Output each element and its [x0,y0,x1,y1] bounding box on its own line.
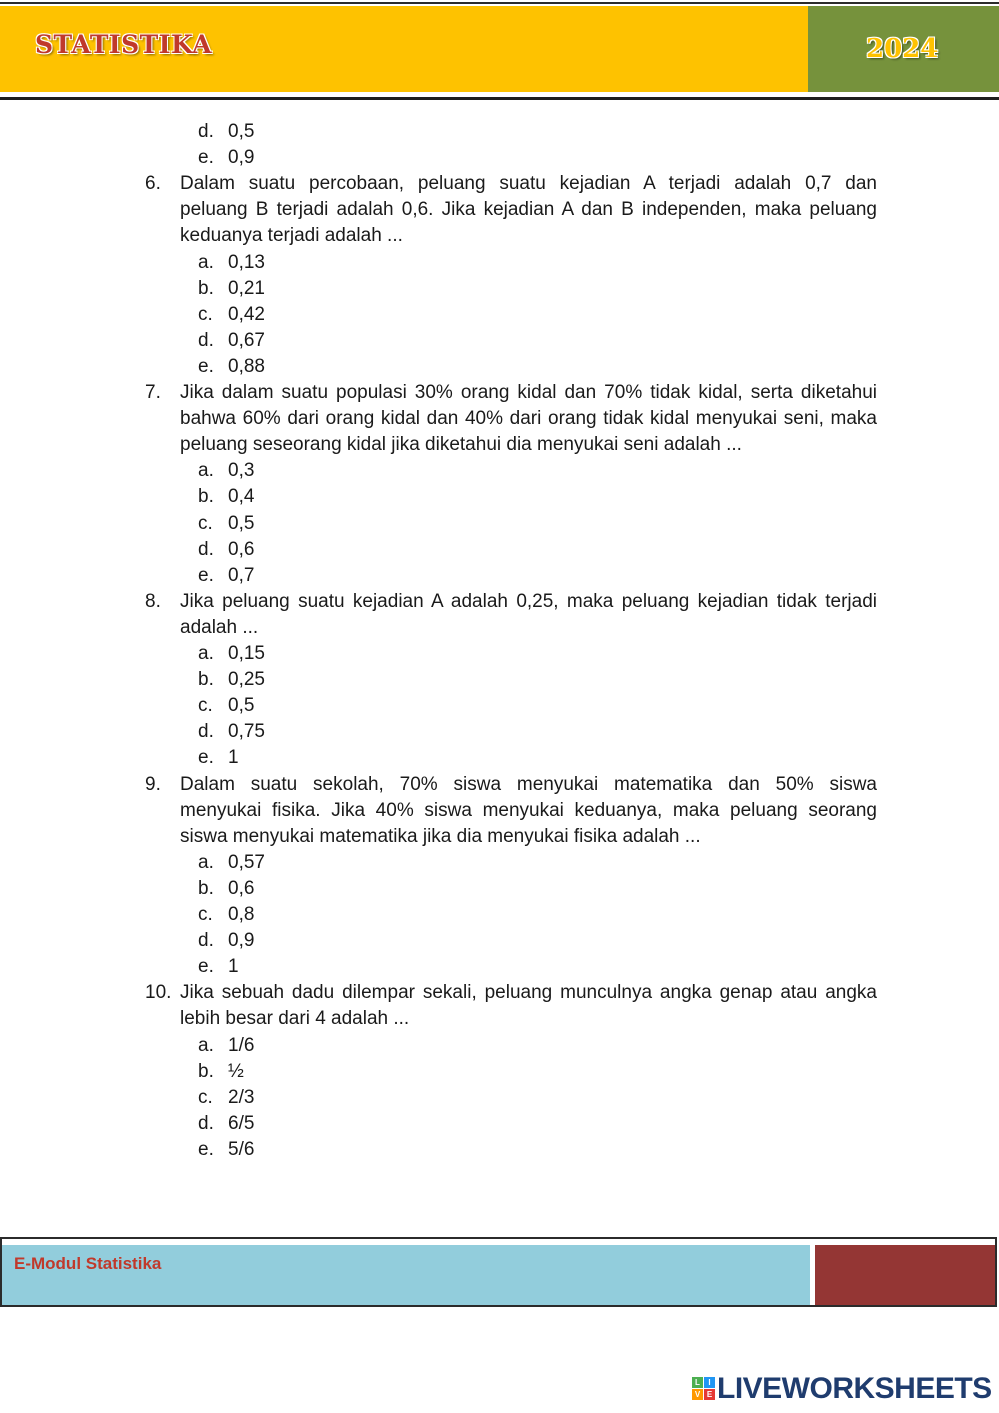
option-value: 1 [228,956,239,978]
option-letter: e. [198,564,214,586]
option-letter: c. [198,904,213,925]
option-value: 0,5 [228,695,255,717]
footer-red-band [815,1245,997,1305]
option-letter: d. [198,930,214,952]
option-letter: e. [198,355,214,377]
option-value: 0,88 [228,355,265,377]
question-text-line: peluang seseorang kidal jika diketahui dia menyukai seni adalah ... [180,434,742,456]
question-text-line: Jika sebuah dadu dilempar sekali, peluang munculnya angka genap atau angka [180,982,877,1004]
option-value: 0,9 [228,147,255,169]
option-letter: e. [198,1138,214,1160]
question-text-line: siswa menyukai matematika jika dia menyukai fisika adalah ... [180,825,701,847]
question-text-line: bahwa 60% dari orang kidal dan 40% dari orang tidak kidal menyukai seni, maka [180,408,877,430]
question-text-line: menyukai fisika. Jika 40% siswa menyukai keduanya, maka peluang seorang [180,799,877,821]
header-year: 2024 [866,34,939,64]
question-text-line: lebih besar dari 4 adalah ... [180,1008,410,1030]
option-letter: a. [198,643,214,664]
option-value: 2/3 [228,1086,255,1108]
option-value: 0,5 [228,512,255,534]
question-text-line: Dalam suatu percobaan, peluang suatu kejadian A terjadi adalah 0,7 dan [180,173,877,195]
logo-letter: L [692,1377,703,1388]
option-letter: c. [198,695,213,717]
option-letter: b. [198,277,214,299]
option-letter: c. [198,303,213,325]
option-letter: d. [198,1112,214,1134]
option-value: 5/6 [228,1138,255,1160]
option-letter: c. [198,1086,213,1108]
option-value: 1 [228,747,239,769]
option-letter: c. [198,512,213,534]
option-value: 0,13 [228,251,265,273]
option-value: 0,4 [228,486,255,508]
header-bottom-rule [0,97,999,100]
header-top-rule [0,2,999,4]
liveworksheets-wordmark: LIVEWORKSHEETS [717,1372,992,1405]
option-value: 0,6 [228,877,255,899]
page-header [0,0,999,101]
question-number: 9. [145,773,161,795]
option-value: 0,57 [228,851,265,873]
option-value: 0,8 [228,904,255,925]
option-letter: a. [198,1034,214,1056]
option-letter: a. [198,251,214,273]
option-value: 0,3 [228,460,255,482]
question-number: 8. [145,590,161,612]
option-letter: b. [198,486,214,508]
option-value: 0,25 [228,669,265,691]
option-value: 0,15 [228,643,265,664]
liveworksheets-logo-icon [692,1377,716,1401]
logo-letter: V [692,1389,703,1400]
question-text-line: keduanya terjadi adalah ... [180,225,403,247]
question-text-line: Dalam suatu sekolah, 70% siswa menyukai matematika dan 50% siswa [180,773,877,795]
option-letter: b. [198,877,214,899]
question-text-line: peluang B terjadi adalah 0,6. Jika kejadian A dan B independen, maka peluang [180,199,877,221]
option-value: 0,7 [228,564,255,586]
option-value: 0,5 [228,121,255,142]
option-letter: b. [198,1060,214,1082]
option-letter: d. [198,121,214,142]
option-value: 0,6 [228,538,255,560]
option-letter: b. [198,669,214,691]
option-letter: d. [198,721,214,743]
logo-letter: I [704,1377,715,1388]
option-value: 6/5 [228,1112,255,1134]
option-value: ½ [228,1060,244,1082]
option-letter: e. [198,747,214,769]
option-letter: a. [198,460,214,482]
option-letter: d. [198,538,214,560]
option-value: 0,75 [228,721,265,743]
option-value: 0,21 [228,277,265,299]
question-text-line: adalah ... [180,616,259,638]
option-value: 1/6 [228,1034,255,1056]
option-letter: a. [198,851,214,873]
option-letter: e. [198,956,214,978]
footer-bottom-rule [0,1305,997,1307]
option-value: 0,42 [228,303,265,325]
question-text-line: Jika peluang suatu kejadian A adalah 0,25, maka peluang kejadian tidak terjadi [180,590,877,612]
option-value: 0,9 [228,930,255,952]
question-number: 10. [145,982,172,1004]
option-value: 0,67 [228,329,265,351]
option-letter: d. [198,329,214,351]
footer-right-rule [995,1237,997,1307]
option-letter: e. [198,147,214,169]
footer-module-title: E-Modul Statistika [14,1254,162,1273]
header-title: STATISTIKA [35,30,213,59]
question-number: 6. [145,173,161,195]
footer-top-rule [0,1237,997,1239]
logo-letter: E [704,1389,715,1400]
question-text-line: Jika dalam suatu populasi 30% orang kidal dan 70% tidak kidal, serta diketahui [180,382,877,403]
question-number: 7. [145,382,161,403]
